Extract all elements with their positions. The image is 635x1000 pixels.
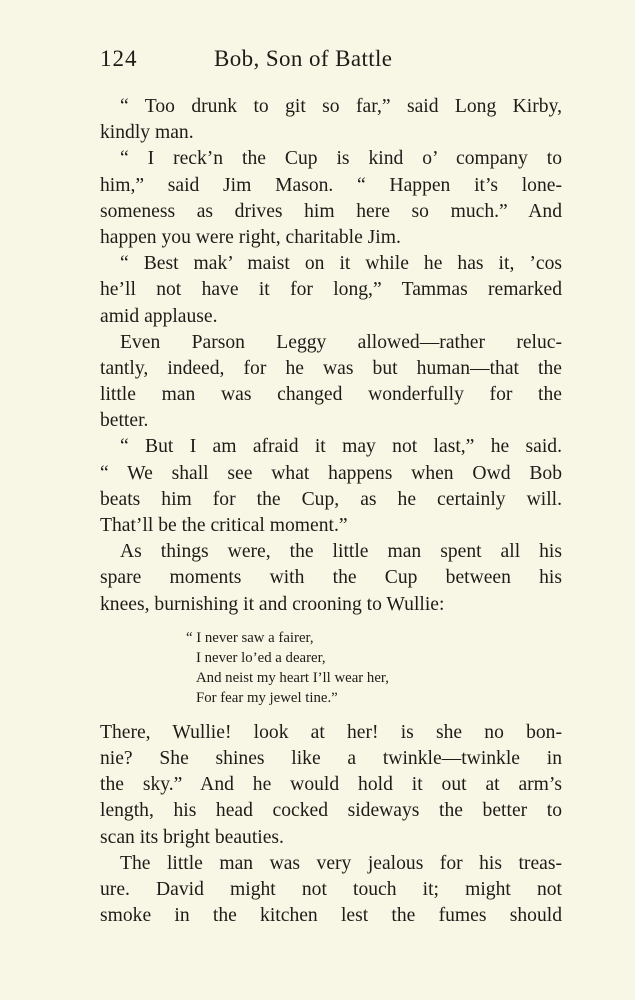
book-title: Bob, Son of Battle bbox=[214, 46, 393, 71]
text-line: kindly man. bbox=[100, 122, 194, 144]
text-line: better. bbox=[100, 410, 149, 432]
text-line: smoke in the kitchen lest the fumes should bbox=[100, 905, 562, 927]
verse-block bbox=[186, 628, 562, 708]
text-line: amid applause. bbox=[100, 305, 218, 327]
text-line: spare moments with the Cup between his bbox=[100, 567, 562, 589]
text-line: There, Wullie! look at her! is she no bon- bbox=[100, 721, 562, 743]
verse-line: “ I never saw a fairer, bbox=[186, 629, 314, 646]
verse-line: I never lo’ed a dearer, bbox=[196, 649, 326, 666]
text-line: “ Best mak’ maist on it while he has it, ’cos bbox=[120, 253, 562, 275]
text-line: “ Too drunk to git so far,” said Long Kirby, bbox=[120, 96, 562, 117]
text-line: The little man was very jealous for his treas- bbox=[120, 852, 562, 874]
text-line: knees, burnishing it and crooning to Wullie: bbox=[100, 593, 445, 615]
text-line: tantly, indeed, for he was but human—that the bbox=[100, 357, 562, 379]
text-line: length, his head cocked sideways the better to bbox=[100, 800, 562, 822]
text-line: As things were, the little man spent all his bbox=[120, 541, 562, 563]
verse-line: For fear my jewel tine.” bbox=[196, 689, 338, 706]
text-line: Even Parson Leggy allowed—rather reluc- bbox=[120, 331, 562, 353]
text-line: the sky.” And he would hold it out at arm’s bbox=[100, 774, 562, 796]
text-line: happen you were right, charitable Jim. bbox=[100, 226, 401, 248]
text-line: “ But I am afraid it may not last,” he said. bbox=[120, 436, 562, 458]
running-head bbox=[100, 46, 562, 80]
text-line: him,” said Jim Mason. “ Happen it’s lone- bbox=[100, 174, 562, 196]
body-text bbox=[100, 94, 562, 929]
text-line: nie? She shines like a twinkle—twinkle in bbox=[100, 747, 562, 769]
text-line: he’ll not have it for long,” Tammas remarked bbox=[100, 279, 562, 301]
text-line: someness as drives him here so much.” And bbox=[100, 200, 562, 222]
text-line: little man was changed wonderfully for the bbox=[100, 384, 562, 406]
text-line: beats him for the Cup, as he certainly will. bbox=[100, 488, 562, 510]
page-number: 124 bbox=[100, 46, 138, 71]
text-line: ure. David might not touch it; might not bbox=[100, 878, 562, 900]
text-line: “ We shall see what happens when Owd Bob bbox=[100, 462, 562, 484]
text-line: That’ll be the critical moment.” bbox=[100, 515, 348, 536]
text-line: “ I reck’n the Cup is kind o’ company to bbox=[120, 148, 562, 170]
verse-line: And neist my heart I’ll wear her, bbox=[196, 669, 389, 686]
text-line: scan its bright beauties. bbox=[100, 826, 284, 848]
